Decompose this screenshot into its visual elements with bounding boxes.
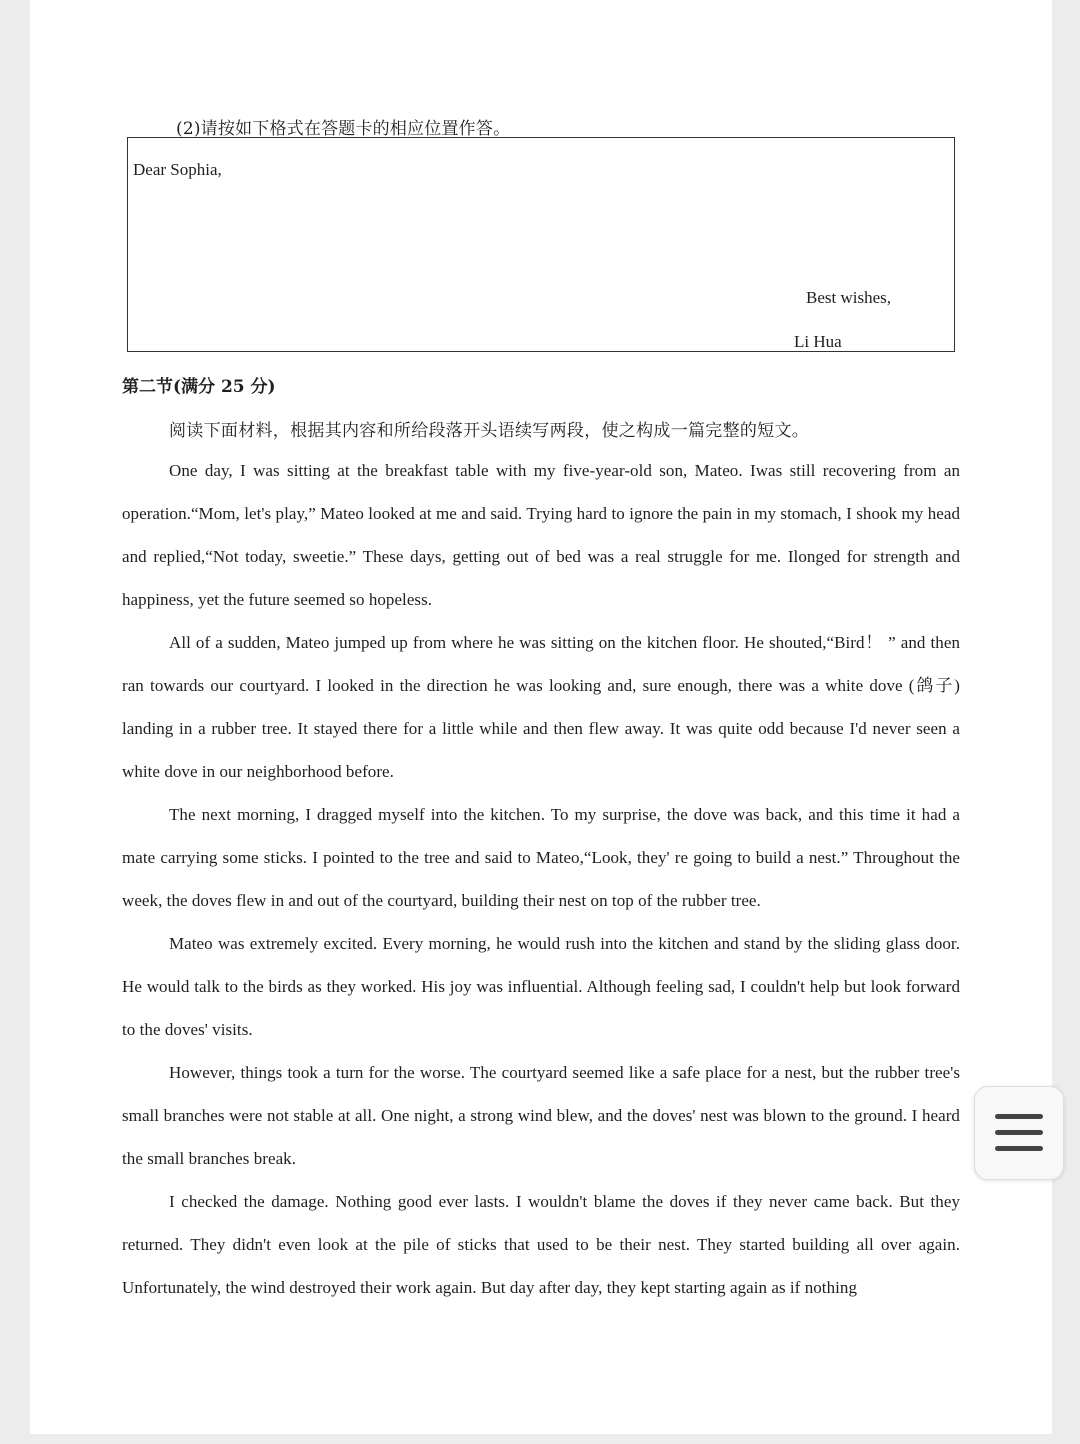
menu-button[interactable] <box>974 1086 1064 1180</box>
answer-format-instruction: (2)请按如下格式在答题卡的相应位置作答。 <box>176 119 511 139</box>
letter-format-box <box>127 137 955 352</box>
story-paragraph: One day, I was sitting at the breakfast table with my five-year-old son, Mateo. Iwas still recovering from an operation.“Mom, let's play,” Mateo looked at me and said. Trying hard to ignore the pain in my stomach, I shook my head and replied,“Not today, sweetie.” These days, getting out of bed was a real struggle for me. Ilonged for strength and happiness, yet the future seemed so hopeless. <box>122 461 960 609</box>
letter-closing: Best wishes, <box>806 288 891 307</box>
story-paragraph: The next morning, I dragged myself into the kitchen. To my surprise, the dove was back, and this time it had a mate carrying some sticks. I pointed to the tree and said to Mateo,“Look, they' re going to build a nest.” Throughout the week, the doves flew in and out of the courtyard, building their nest on top of the rubber tree. <box>122 805 960 910</box>
letter-salutation: Dear Sophia, <box>133 160 222 179</box>
document-page <box>30 0 1052 1434</box>
letter-signature: Li Hua <box>794 332 842 351</box>
story-text <box>122 449 960 1309</box>
story-paragraph: Mateo was extremely excited. Every morning, he would rush into the kitchen and stand by the sliding glass door. He would talk to the birds as they worked. His joy was influential. Although feeling sad, I couldn't help but look forward to the doves' visits. <box>122 934 960 1039</box>
story-paragraph: However, things took a turn for the worse. The courtyard seemed like a safe place for a nest, but the rubber tree's small branches were not stable at all. One night, a strong wind blew, and the doves' nest was blown to the ground. I heard the small branches break. <box>122 1063 960 1168</box>
section-direction: 阅读下面材料，根据其内容和所给段落开头语续写两段，使之构成一篇完整的短文。 <box>169 421 810 441</box>
hamburger-menu-icon <box>994 1111 1044 1155</box>
section-heading: 第二节(满分 25 分) <box>122 377 276 397</box>
story-paragraph: All of a sudden, Mateo jumped up from where he was sitting on the kitchen floor. He shouted,“Bird！ ” and then ran towards our courtyard. I looked in the direction he was looking and, sure enough, there was a white dove (鸽子) landing in a rubber tree. It stayed there for a little while and then flew away. It was quite odd because I'd never seen a white dove in our neighborhood before. <box>122 633 960 781</box>
story-paragraph: I checked the damage. Nothing good ever lasts. I wouldn't blame the doves if they never came back. But they returned. They didn't even look at the pile of sticks that used to be their nest. They started building all over again. Unfortunately, the wind destroyed their work again. But day after day, they kept starting again as if nothing <box>122 1192 960 1297</box>
